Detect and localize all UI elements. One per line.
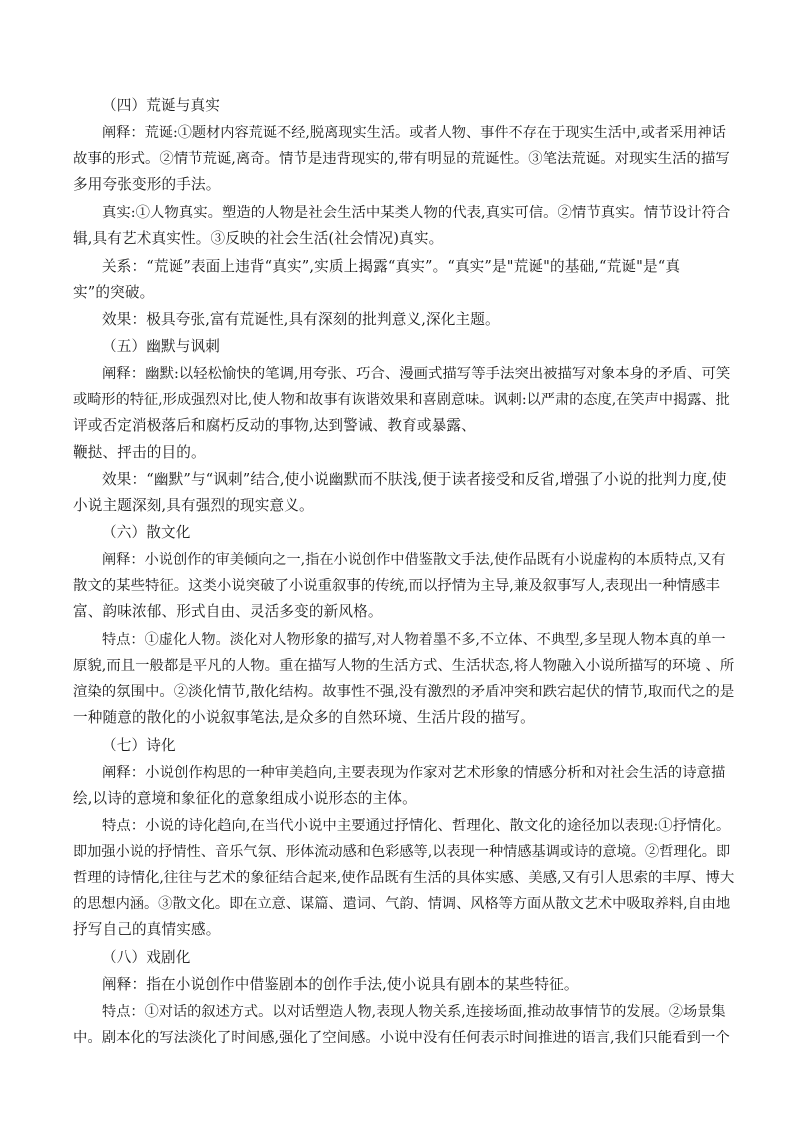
paragraph-line: 实”的突破。: [73, 284, 155, 301]
section-heading: （七）诗化: [102, 737, 176, 754]
paragraph-line: 绘,以诗的意境和象征化的意象组成小说形态的主体。: [73, 790, 417, 807]
paragraph-line: 阐释：幽默:以轻松愉快的笔调,用夸张、巧合、漫画式描写等手法突出被描写对象本身的矛盾、可笑: [102, 366, 731, 382]
paragraph-line: 小说主题深刻,具有强烈的现实意义。: [73, 497, 314, 514]
paragraph-line: 故事的形式。②情节荒诞,离奇。情节是违背现实的,带有明显的荒诞性。③笔法荒诞。对现实生活的描写: [73, 151, 730, 167]
paragraph-line: 或畸形的特征,形成强烈对比,使人物和故事有诙谐效果和喜剧意味。讽刺:以严肃的态度,在笑声中揭露、批: [73, 392, 730, 408]
paragraph-line: 阐释：小说创作的审美倾向之一,指在小说创作中借鉴散文手法,使作品既有小说虚构的本质特点,又有: [102, 552, 726, 568]
paragraph-line: 即加强小说的抒情性、音乐气氛、形体流动感和色彩感等,以表现一种情感基调或诗的意境。②哲理化。即: [73, 844, 731, 860]
paragraph-line: 辑,具有艺术真实性。③反映的社会生活(社会情况)真实。: [73, 230, 444, 247]
paragraph-line: 评或否定消极落后和腐朽反动的事物,达到警诫、教育或暴露、: [73, 417, 476, 434]
paragraph-line: 真实:①人物真实。塑造的人物是社会生活中某类人物的代表,真实可信。②情节真实。情节设计符合: [102, 205, 731, 221]
paragraph-line: 特点：①对话的叙述方式。以对话塑造人物,表现人物关系,连接场面,推动故事情节的发展。②场景集: [102, 1004, 726, 1020]
paragraph-line: 原貌,而且一般都是平凡的人物。重在描写人物的生活方式、生活状态,将人物融入小说所描写的环境 、所: [73, 658, 735, 674]
paragraph-line: 特点：小说的诗化趋向,在当代小说中主要通过抒情化、哲理化、散文化的途径加以表现:①抒情化。: [102, 818, 731, 834]
paragraph-line: 效果：“幽默”与“讽刺”结合,使小说幽默而不肤浅,便于读者接受和反省,增强了小说的批判力度,使: [102, 471, 727, 488]
paragraph-line: 特点：①虚化人物。淡化对人物形象的描写,对人物着墨不多,不立体、不典型,多呈现人物本真的单一: [102, 632, 726, 648]
paragraph-line: 鞭挞、抨击的目的。: [73, 444, 206, 461]
paragraph-line: 哲理的诗情化,往往与艺术的象征结合起来,使作品既有生活的具体实感、美感,又有引人思索的丰厚、博大: [73, 870, 735, 886]
paragraph-line: 散文的某些特征。这类小说突破了小说重叙事的传统,而以抒情为主导,兼及叙事写人,表现出一种情感丰: [73, 578, 720, 594]
paragraph-line: 阐释：荒诞:①题材内容荒诞不经,脱离现实生活。或者人物、事件不存在于现实生活中,或者采用神话: [102, 125, 726, 141]
paragraph-line: 一种随意的散化的小说叙事笔法,是众多的自然环境、生活片段的描写。: [73, 709, 535, 726]
section-heading: （六）散文化: [102, 524, 191, 541]
section-heading: （八）戏剧化: [102, 949, 191, 966]
paragraph-line: 抒写自己的真情实感。: [73, 921, 221, 938]
paragraph-line: 关系：“荒诞”表面上违背“真实”,实质上揭露“真实”。“真实”是"荒诞"的基础,“荒诞"是“真: [102, 258, 681, 275]
paragraph-line: 中。剧本化的写法淡化了时间感,强化了空间感。小说中没有任何表示时间推进的语言,我们只能看到一个: [73, 1030, 730, 1046]
paragraph-line: 富、韵味浓郁、形式自由、灵活多变的新风格。: [73, 603, 383, 620]
paragraph-line: 渲染的氛围中。②淡化情节,散化结构。故事性不强,没有激烈的矛盾冲突和跌宕起伏的情节,取而代之的是: [73, 684, 735, 700]
paragraph-line: 阐释：小说创作构思的一种审美趋向,主要表现为作家对艺术形象的情感分析和对社会生活的诗意描: [102, 765, 726, 781]
paragraph-line: 效果：极具夸张,富有荒诞性,具有深刻的批判意义,深化主题。: [102, 311, 500, 328]
paragraph-line: 多用夸张变形的手法。: [73, 176, 221, 193]
section-heading: （五）幽默与讽刺: [102, 338, 220, 355]
paragraph-line: 的思想内涵。③散文化。即在立意、谋篇、遣词、气韵、情调、风格等方面从散文艺术中吸取养料,自由地: [73, 896, 731, 912]
section-heading: （四）荒诞与真实: [102, 97, 220, 114]
paragraph-line: 阐释：指在小说创作中借鉴剧本的创作手法,使小说具有剧本的某些特征。: [102, 976, 579, 993]
